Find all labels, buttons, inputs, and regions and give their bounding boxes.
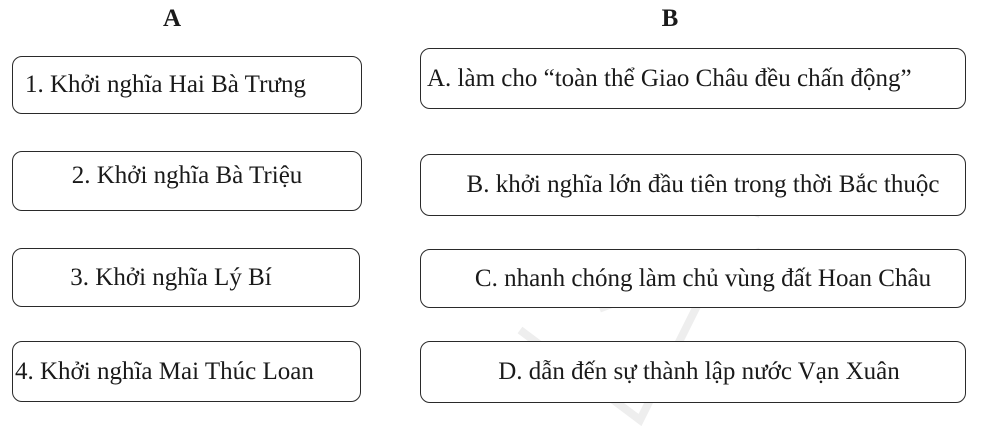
- column-a-item-4-label: 4. Khởi nghĩa Mai Thúc Loan: [15, 357, 314, 385]
- column-a-item-1[interactable]: [12, 56, 362, 114]
- column-a-item-2-label: 2. Khởi nghĩa Bà Triệu: [71, 162, 303, 189]
- column-a-item-3-label: 3. Khởi nghĩa Lý Bí: [70, 263, 272, 291]
- column-b-item-b-label: B. khởi nghĩa lớn đầu tiên trong thời Bắc thuộc: [466, 171, 940, 198]
- column-b-item-a[interactable]: [420, 48, 966, 109]
- column-a-item-4[interactable]: [12, 341, 361, 402]
- column-b-item-b[interactable]: [420, 154, 966, 216]
- column-a-item-2[interactable]: [12, 151, 362, 211]
- column-b-item-d[interactable]: [420, 341, 966, 403]
- column-b-item-a-label: A. làm cho “toàn thể Giao Châu đều chấn động”: [427, 64, 912, 92]
- column-a-item-1-label: 1. Khởi nghĩa Hai Bà Trưng: [25, 71, 306, 98]
- column-b-item-c[interactable]: [420, 249, 966, 308]
- column-a-item-3[interactable]: [12, 248, 360, 307]
- column-b-item-c-label: C. nhanh chóng làm chủ vùng đất Hoan Châu: [474, 264, 932, 292]
- column-a-header: A: [162, 5, 182, 32]
- column-b-header: B: [661, 5, 679, 32]
- column-b-item-d-label: D. dẫn đến sự thành lập nước Vạn Xuân: [498, 358, 900, 385]
